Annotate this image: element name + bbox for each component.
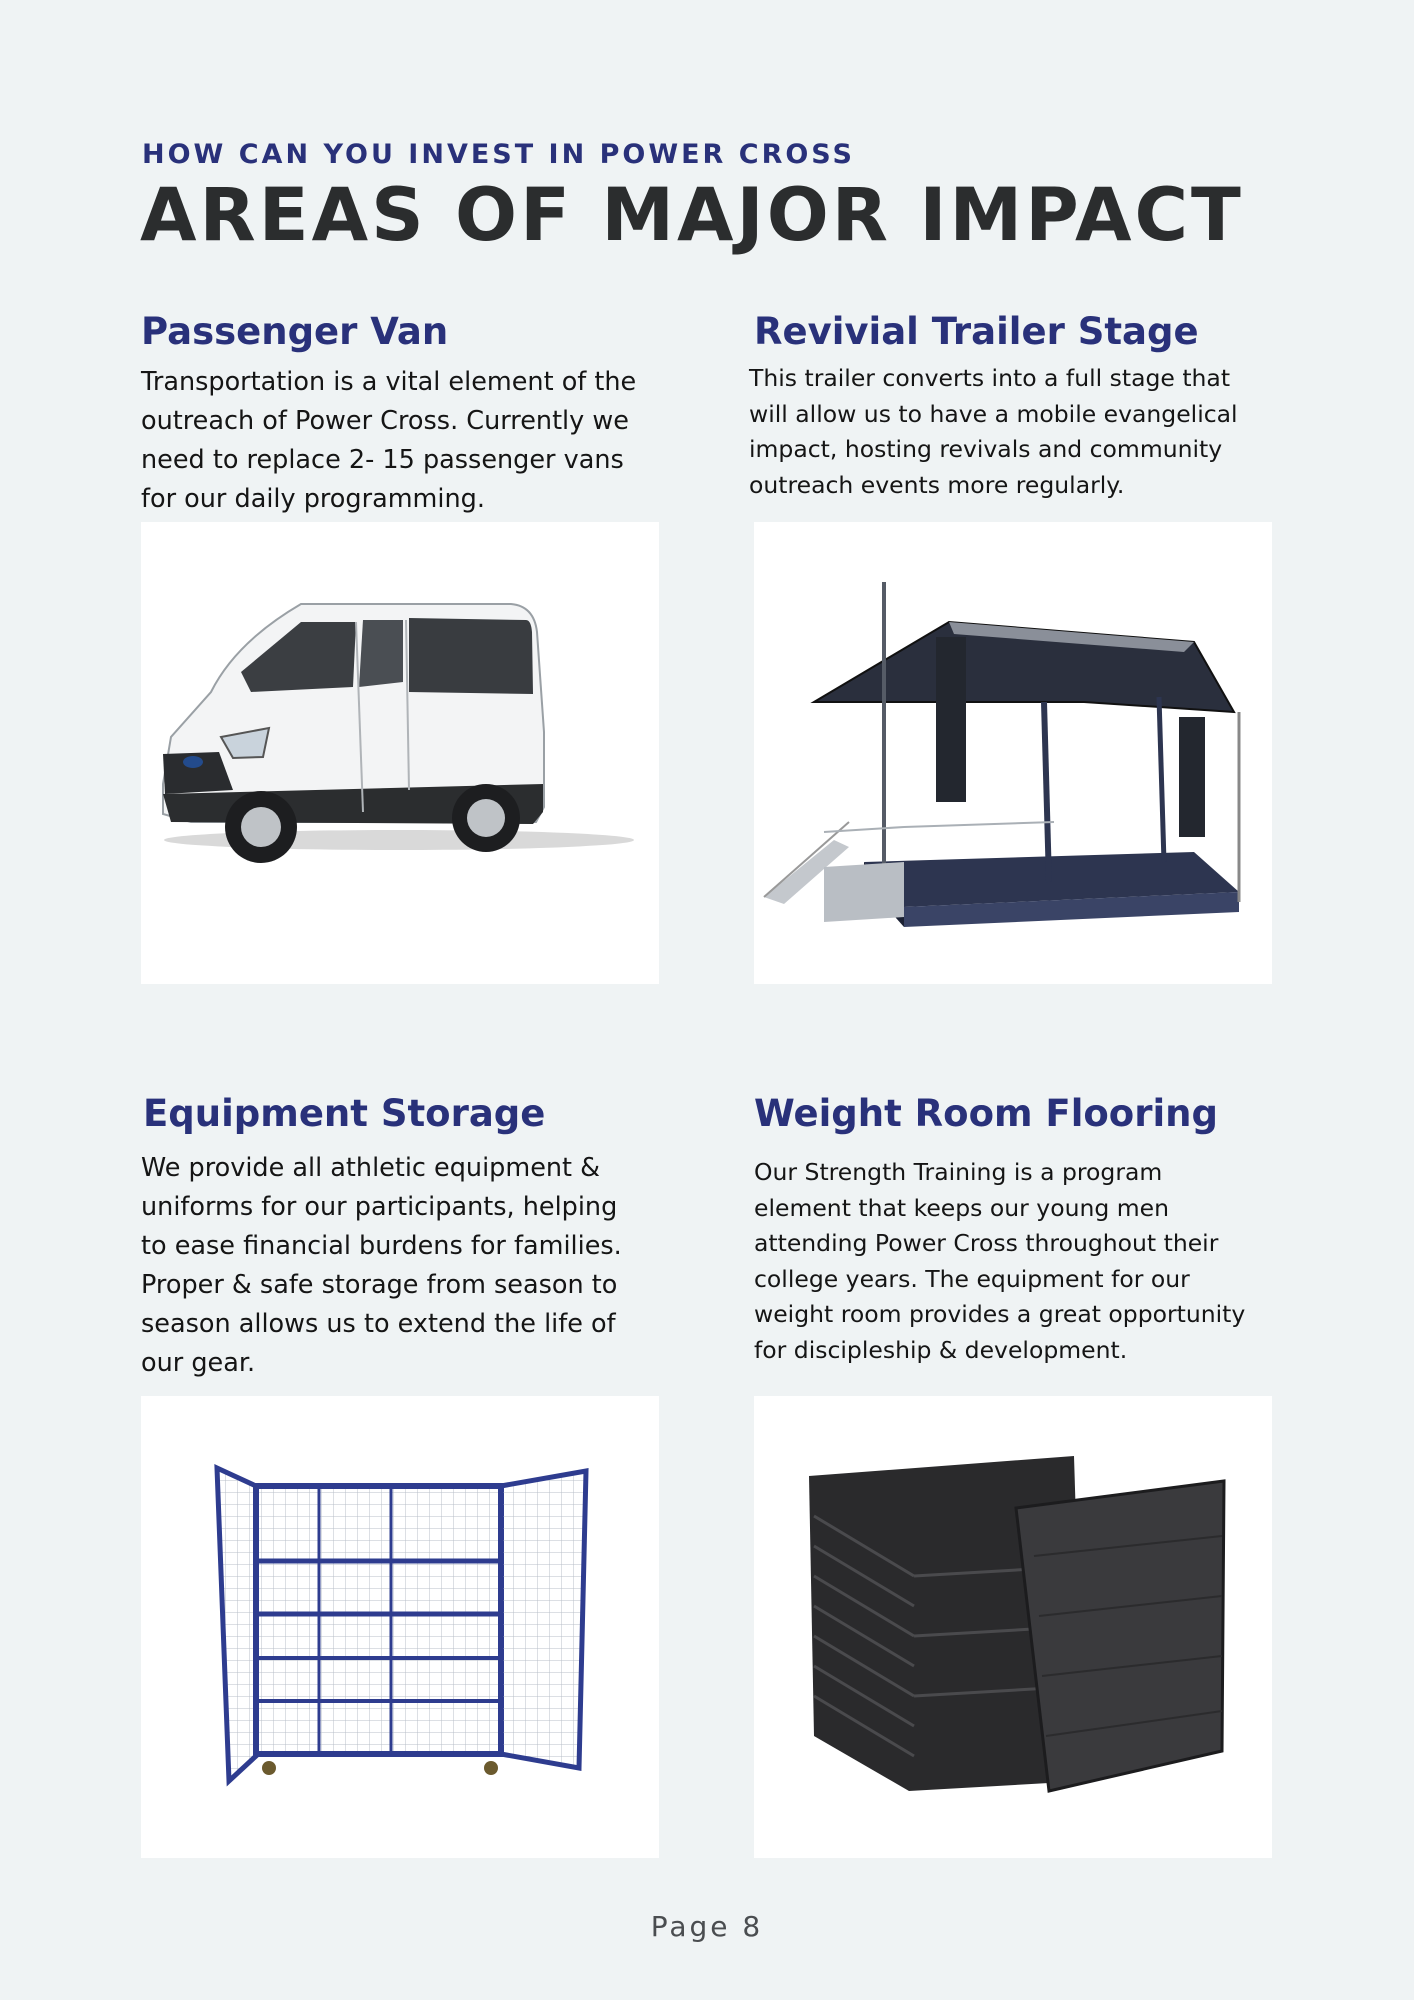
text-line: for discipleship & development. [754,1335,1128,1364]
text-line: will allow us to have a mobile evangelical [749,399,1238,428]
text-line: Our Strength Training is a program [754,1158,1163,1186]
card-title-weight-room-flooring: Weight Room Flooring [754,1092,1218,1135]
passenger-van-icon [141,522,659,984]
text-line: need to replace 2- 15 passenger vans [141,445,624,475]
text-line: outreach events more regularly. [749,470,1125,499]
storage-cage-image [141,1396,659,1858]
trailer-stage-icon [754,522,1272,984]
text-line: our gear. [141,1348,256,1378]
text-line: We provide all athletic equipment & [141,1153,601,1183]
text-line: weight room provides a great opportunity [754,1300,1246,1328]
card-title-trailer-stage: Revivial Trailer Stage [754,310,1199,353]
text-line: college years. The equipment for our [754,1264,1190,1293]
floor-mats-icon [754,1396,1272,1858]
floor-mats-image [754,1396,1272,1858]
text-line: Transportation is a vital element of the [141,367,637,397]
text-line: season allows us to extend the life of [141,1309,616,1339]
page-number: Page 8 [650,1910,764,1943]
page-title: AREAS OF MAJOR IMPACT [140,173,1244,258]
text-line: for our daily programming. [141,484,485,514]
section-eyebrow: HOW CAN YOU INVEST IN POWER CROSS [142,139,855,170]
card-text-weight-room-flooring [754,1155,1245,1368]
card-text-passenger-van [141,363,636,519]
text-line: element that keeps our young men [754,1193,1169,1222]
passenger-van-image [141,522,659,984]
storage-cage-icon [141,1396,659,1858]
card-text-trailer-stage [749,361,1238,503]
text-line: attending Power Cross throughout their [754,1229,1219,1257]
text-line: uniforms for our participants, helping [141,1192,618,1222]
card-title-passenger-van: Passenger Van [141,310,449,353]
text-line: to ease financial burdens for families. [141,1231,622,1261]
text-line: outreach of Power Cross. Currently we [141,406,629,436]
text-line: This trailer converts into a full stage that [749,364,1231,392]
trailer-stage-image [754,522,1272,984]
text-line: Proper & safe storage from season to [141,1270,618,1300]
card-title-equipment-storage: Equipment Storage [143,1092,546,1135]
card-text-equipment-storage [141,1149,622,1383]
text-line: impact, hosting revivals and community [749,435,1223,463]
